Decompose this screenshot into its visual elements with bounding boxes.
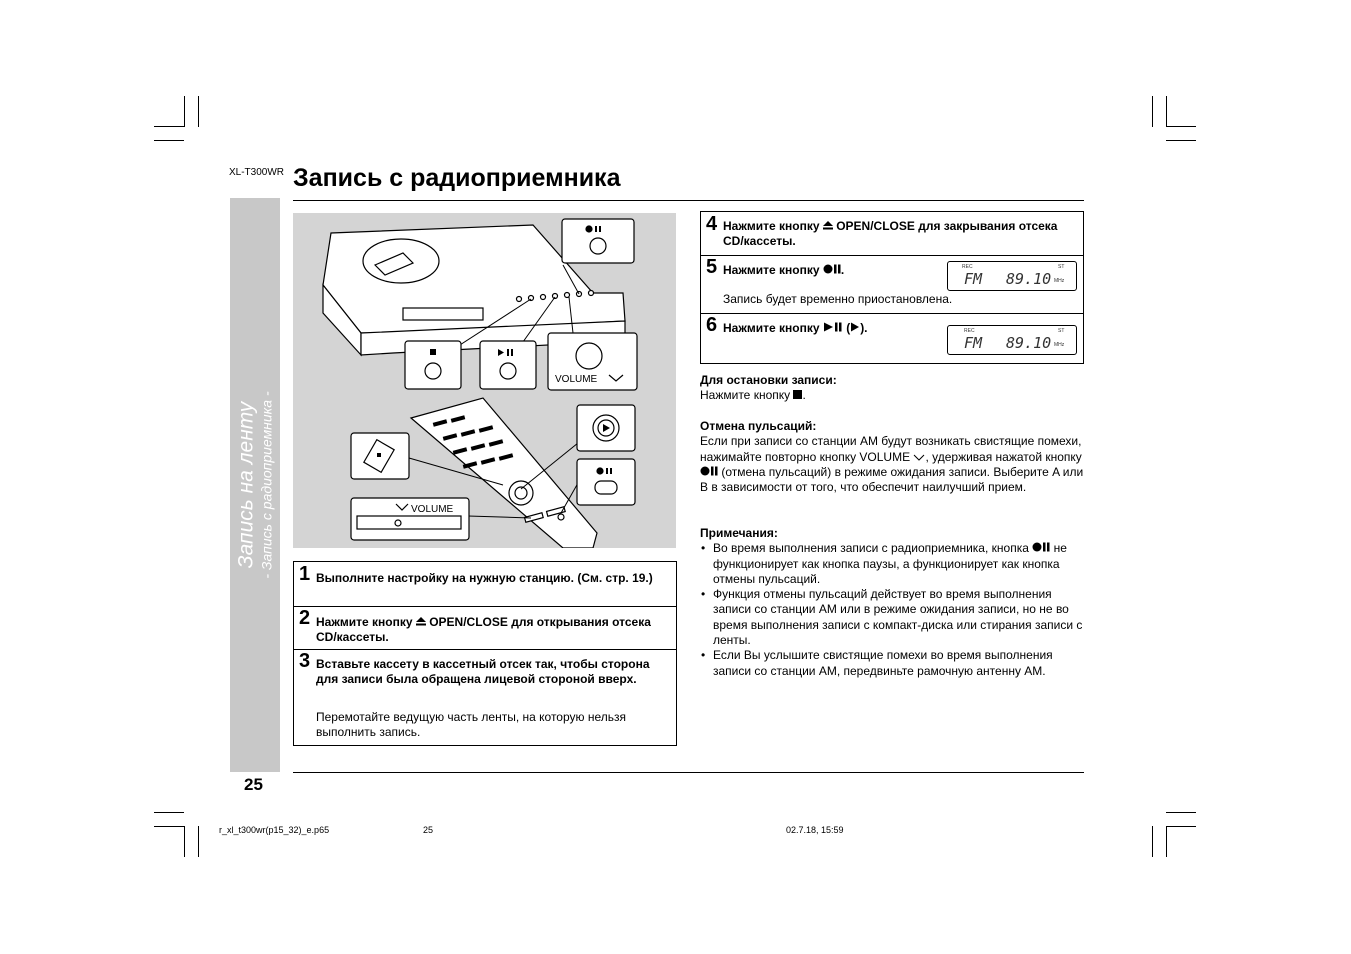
note-item: • Функция отмены пульсаций действует во время выполнения записи со станции AM или в режиме ожидания записи, но не во время выполнения записи с компакт-диска или стирания записи с ленты. bbox=[700, 587, 1084, 648]
play-callout bbox=[577, 405, 635, 451]
volume-label-top: VOLUME bbox=[555, 374, 598, 385]
page-number: 25 bbox=[244, 775, 263, 794]
section-subtitle: - Запись с радиоприемника - bbox=[258, 391, 275, 579]
step-number: 2 bbox=[299, 607, 311, 629]
volume-label-bottom: VOLUME bbox=[411, 504, 454, 515]
section-sidebar bbox=[230, 198, 280, 772]
beat-section bbox=[700, 419, 1084, 495]
notes-heading: Примечания: bbox=[700, 526, 778, 540]
step-number: 1 bbox=[299, 563, 311, 585]
footer-page: 25 bbox=[423, 825, 434, 835]
rec-pause-icon bbox=[700, 466, 718, 476]
step-note: Перемотайте ведущую часть ленты, на которую нельзя выполнить запись. bbox=[316, 710, 627, 739]
notes-section bbox=[700, 526, 1084, 679]
stop-section bbox=[700, 373, 1084, 404]
page-title: Запись с радиоприемника bbox=[293, 164, 621, 192]
step-4 bbox=[701, 212, 1083, 256]
note-item: • Если Вы услышите свистящие помехи во время выполнения записи со станции AM, передвиньте рамочную антенну AM. bbox=[700, 648, 1084, 679]
step-text: Вставьте кассету в кассетный отсек так, чтобы сторона для записи была обращена лицевой стороной вверх. bbox=[316, 657, 650, 686]
eject-callout bbox=[351, 433, 409, 479]
footer-file: r_xl_t300wr(p15_32)_e.p65 bbox=[219, 825, 330, 835]
footer-date: 02.7.18, 15:59 bbox=[786, 825, 844, 835]
eject-icon bbox=[416, 617, 426, 626]
stop-callout bbox=[405, 341, 461, 389]
eject-icon bbox=[823, 221, 833, 230]
rec-pause-icon bbox=[823, 264, 841, 274]
step-3 bbox=[294, 649, 676, 746]
play-icon bbox=[850, 322, 860, 332]
step-number: 3 bbox=[299, 650, 311, 672]
step-1 bbox=[294, 562, 676, 607]
step-6 bbox=[701, 313, 1083, 364]
stop-text: Нажмите кнопку . bbox=[700, 388, 806, 403]
step-note: Запись будет временно приостановлена. bbox=[723, 292, 953, 306]
stop-heading: Для остановки записи: bbox=[700, 373, 837, 387]
rec-pause-remote-callout bbox=[577, 459, 635, 505]
step-text: Выполните настройку на нужную станцию. (См. стр. 19.) bbox=[316, 571, 653, 585]
step-number: 4 bbox=[706, 213, 718, 235]
rec-pause-callout bbox=[562, 219, 634, 263]
footer-rule bbox=[293, 772, 1084, 773]
beat-text: Если при записи со станции AM будут возникать свистящие помехи, нажимайте повторно кнопку VOLUME , удерживая нажатой кнопку (отмена пульсаций) в режиме ожидания записи. Выберите A или B в зависимости от того, что обеспечит наилучший прием. bbox=[700, 434, 1084, 495]
volume-down-icon bbox=[913, 453, 925, 461]
steps-right-box bbox=[700, 211, 1084, 364]
step-text: Нажмите кнопку OPEN/CLOSE для открывания отсека CD/кассеты. bbox=[316, 615, 651, 644]
play-pause-icon bbox=[823, 322, 843, 332]
beat-heading: Отмена пульсаций: bbox=[700, 419, 817, 433]
note-item: • Во время выполнения записи с радиоприемника, кнопка не функционирует как кнопка паузы, а функционирует как кнопка отмены пульсаций. bbox=[700, 541, 1084, 587]
lcd-display: REC ST FM 89.10 MHz bbox=[947, 325, 1077, 355]
step-2 bbox=[294, 606, 676, 650]
step-number: 5 bbox=[706, 256, 718, 278]
step-text: Нажмите кнопку ( ). bbox=[723, 321, 868, 335]
model-label: XL-T300WR bbox=[229, 167, 285, 178]
step-text: Нажмите кнопку . bbox=[723, 263, 845, 277]
step-text: Нажмите кнопку OPEN/CLOSE для закрывания отсека CD/кассеты. bbox=[723, 219, 1058, 248]
section-title: Запись на ленту bbox=[234, 401, 258, 569]
play-pause-callout bbox=[480, 341, 536, 389]
header-rule bbox=[293, 200, 1084, 201]
step-number: 6 bbox=[706, 314, 718, 336]
device-illustration bbox=[293, 213, 676, 548]
steps-left-box bbox=[293, 561, 677, 746]
rec-pause-icon bbox=[1032, 542, 1050, 552]
step-5 bbox=[701, 255, 1083, 314]
lcd-display: REC ST FM 89.10 MHz bbox=[947, 261, 1077, 291]
